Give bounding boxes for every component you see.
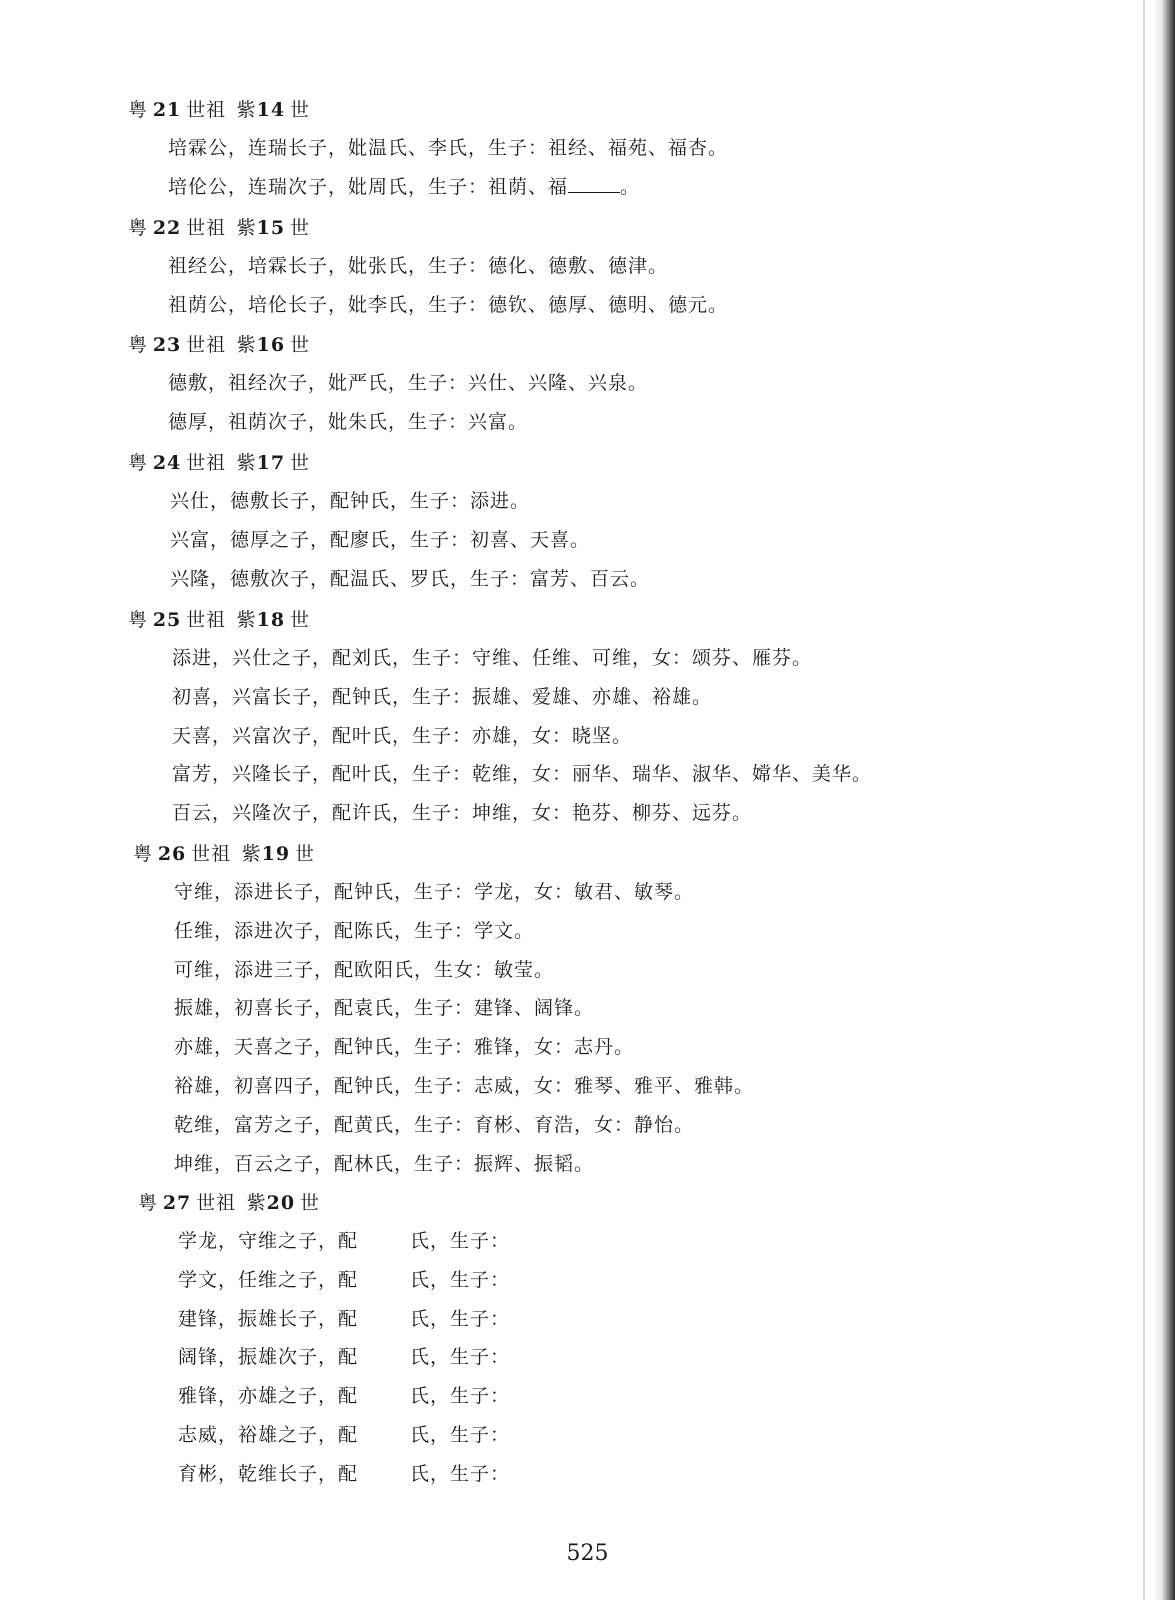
genealogy-entry [178,1270,510,1290]
entry-text: 振雄，初喜长子，配袁氏，生子：建锋、阔锋。 [174,997,595,1020]
entry-text: 亦雄，天喜之子，配钟氏，生子：雅锋，女：志丹。 [174,1036,635,1059]
heading-text: 粤 [128,217,149,239]
genealogy-entry [172,726,632,746]
genealogy-entry [178,1347,510,1367]
generation-heading [133,844,315,864]
genealogy-entry [168,373,648,393]
entry-suffix: 氏，生子： [410,1346,511,1369]
genealogy-entry [174,921,534,941]
scan-edge-shadow [1153,0,1175,1600]
entry-text: 坤维，百云之子，配林氏，生子：振辉、振韬。 [174,1152,595,1175]
genealogy-entry [172,764,872,784]
genealogy-entry [174,1154,594,1174]
entry-text: 德敷，祖经次子，妣严氏，生子：兴仕、兴隆、兴泉。 [168,372,649,394]
heading-number: 26 [157,843,187,865]
entry-text: 百云，兴隆次子，配许氏，生子：坤维，女：艳芬、柳芬、远芬。 [172,802,753,825]
heading-number: 14 [256,99,286,121]
heading-text: 紫 [236,609,257,631]
generation-heading [128,610,310,630]
genealogy-entry [178,1231,510,1251]
heading-text: 世 [289,452,310,474]
genealogy-entry [168,177,640,197]
entry-text: 建锋，振雄长子，配 [178,1307,359,1330]
generation-heading [128,100,310,120]
entry-text: 培霖公，连瑞长子，妣温氏、李氏，生子：祖经、福苑、福杏。 [168,137,729,159]
heading-number: 20 [266,1192,296,1214]
heading-text: 粤 [133,843,154,865]
genealogy-entry [174,998,594,1018]
heading-text: 紫 [246,1192,267,1214]
generation-heading [138,1193,320,1213]
heading-text: 世 [289,217,310,239]
entry-text: 阔锋，振雄次子，配 [178,1346,359,1369]
genealogy-entry [172,687,712,707]
genealogy-entry [174,1076,754,1096]
heading-text: 世 [289,99,310,121]
genealogy-entry [168,256,668,276]
heading-text: 紫 [241,843,262,865]
heading-text: 世 [289,609,310,631]
heading-number: 25 [152,609,182,631]
blank-underline [568,178,620,193]
genealogy-entry [170,530,590,550]
heading-text: 世 [299,1192,320,1214]
heading-text: 粤 [128,334,149,356]
entry-text: 雅锋，亦雄之子，配 [178,1385,359,1408]
entry-text: 任维，添进次子，配陈氏，生子：学文。 [174,919,535,942]
heading-text: 世 [289,334,310,356]
generation-heading [128,218,310,238]
genealogy-entry [174,1115,694,1135]
heading-text: 粤 [138,1192,159,1214]
heading-text: 世祖 [186,452,227,474]
heading-number: 27 [162,1192,192,1214]
entry-text: 初喜，兴富长子，配钟氏，生子：振雄、爱雄、亦雄、裕雄。 [172,685,713,708]
heading-text: 粤 [128,99,149,121]
heading-number: 17 [256,452,286,474]
heading-number: 24 [152,452,182,474]
genealogy-entry [172,648,812,668]
entry-text: 学龙，守维之子，配 [178,1230,359,1252]
entry-text: 天喜，兴富次子，配叶氏，生子：亦雄，女：晓坚。 [172,724,633,747]
genealogy-entry [178,1386,510,1406]
genealogy-entry [170,569,650,589]
heading-text: 世祖 [196,1192,237,1214]
heading-text: 紫 [236,334,257,356]
heading-number: 15 [256,217,286,239]
heading-number: 21 [152,99,182,121]
entry-text: 学文，任维之子，配 [178,1268,359,1291]
generation-heading [128,453,310,473]
heading-text: 紫 [236,452,257,474]
genealogy-entry [172,803,752,823]
heading-text: 世祖 [186,334,227,356]
entry-text: 志威，裕雄之子，配 [178,1424,359,1446]
entry-text: 添进，兴仕之子，配刘氏，生子：守维、任维、可维，女：颂芬、雁芬。 [172,647,813,669]
scan-edge-line [1143,0,1145,1600]
heading-text: 紫 [236,99,257,121]
genealogy-entry [168,295,728,315]
generation-heading [128,335,310,355]
entry-text: 乾维，富芳之子，配黄氏，生子：育彬、育浩，女：静怡。 [174,1113,695,1136]
entry-suffix: 氏，生子： [410,1462,511,1485]
page-number: 525 [566,1541,609,1566]
heading-text: 世 [294,843,315,865]
genealogy-entry [174,1037,634,1057]
entry-text: 兴仕，德敷长子，配钟氏，生子：添进。 [170,490,531,512]
heading-text: 世祖 [191,843,232,865]
entry-text: 富芳，兴隆长子，配叶氏，生子：乾维，女：丽华、瑞华、淑华、嫦华、美华。 [172,763,873,786]
heading-number: 22 [152,217,182,239]
genealogy-entry [170,491,530,511]
heading-text: 紫 [236,217,257,239]
heading-number: 23 [152,334,182,356]
genealogy-entry [174,960,554,980]
entry-text: 培伦公，连瑞次子，妣周氏，生子：祖荫、福 [168,175,569,198]
genealogy-entry [178,1464,510,1484]
entry-text: 兴隆，德敷次子，配温氏、罗氏，生子：富芳、百云。 [170,567,651,590]
entry-text: 德厚，祖荫次子，妣朱氏，生子：兴富。 [168,410,529,433]
entry-suffix: 。 [620,175,641,198]
genealogy-entry [178,1309,510,1329]
entry-text: 祖经公，培霖长子，妣张氏，生子：德化、德敷、德津。 [168,255,669,277]
genealogy-entry [178,1425,510,1445]
heading-number: 19 [261,843,291,865]
heading-text: 世祖 [186,99,227,121]
heading-number: 18 [256,609,286,631]
genealogy-entry [168,138,728,158]
entry-text: 兴富，德厚之子，配廖氏，生子：初喜、天喜。 [170,528,591,551]
entry-text: 裕雄，初喜四子，配钟氏，生子：志威，女：雅琴、雅平、雅韩。 [174,1075,755,1097]
entry-text: 祖荫公，培伦长子，妣李氏，生子：德钦、德厚、德明、德元。 [168,293,729,316]
entry-text: 育彬，乾维长子，配 [178,1462,359,1485]
entry-suffix: 氏，生子： [410,1307,511,1330]
entry-text: 守维，添进长子，配钟氏，生子：学龙，女：敏君、敏琴。 [174,881,695,903]
heading-number: 16 [256,334,286,356]
entry-suffix: 氏，生子： [410,1230,511,1252]
genealogy-entry [168,412,528,432]
heading-text: 世祖 [186,217,227,239]
heading-text: 粤 [128,452,149,474]
heading-text: 粤 [128,609,149,631]
entry-text: 可维，添进三子，配欧阳氏，生女：敏莹。 [174,958,555,981]
heading-text: 世祖 [186,609,227,631]
entry-suffix: 氏，生子： [410,1385,511,1408]
genealogy-entry [174,882,694,902]
entry-suffix: 氏，生子： [410,1268,511,1291]
entry-suffix: 氏，生子： [410,1424,511,1446]
